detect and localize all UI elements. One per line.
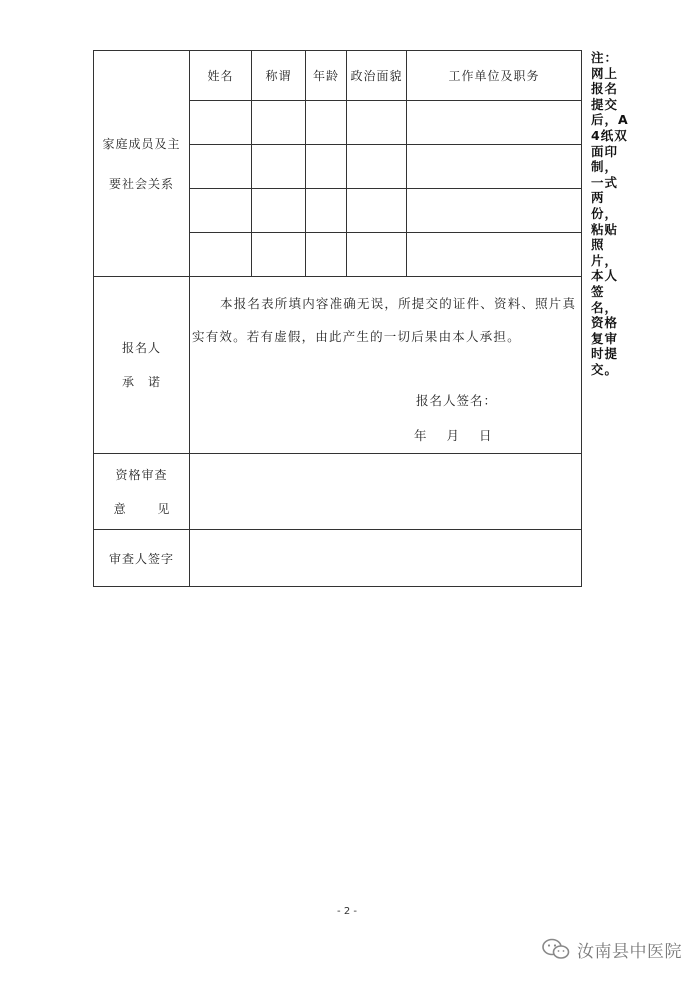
family-name-cell[interactable] (190, 145, 252, 189)
reviewer-signature-row (94, 530, 582, 587)
header-name: 姓名 (190, 51, 252, 101)
pledge-label (94, 277, 190, 454)
reviewer-signature-label: 审查人签字 (94, 530, 190, 587)
family-workplace-cell[interactable] (407, 233, 582, 277)
family-workplace-cell[interactable] (407, 101, 582, 145)
family-age-cell[interactable] (306, 233, 347, 277)
header-relation: 称谓 (252, 51, 306, 101)
review-opinion-label (94, 454, 190, 530)
registration-form-table (93, 50, 582, 587)
applicant-signature-label: 报名人签名： (416, 393, 498, 408)
family-label-line-2: 要社会关系 (108, 176, 174, 191)
family-workplace-cell[interactable] (407, 189, 582, 233)
family-age-cell[interactable] (306, 101, 347, 145)
pledge-date-label: 年 月 日 (414, 428, 493, 443)
family-relations-label (94, 51, 190, 277)
family-political-cell[interactable] (347, 101, 407, 145)
family-age-cell[interactable] (306, 145, 347, 189)
family-name-cell[interactable] (190, 189, 252, 233)
header-political-status: 政治面貌 (347, 51, 407, 101)
pledge-statement: 本报名表所填内容准确无误，所提交的证件、资料、照片真实有效。若有虚假，由此产生的一切后果由本人承担。 (192, 296, 577, 344)
pledge-row (94, 277, 582, 454)
family-political-cell[interactable] (347, 189, 407, 233)
family-relation-cell[interactable] (252, 233, 306, 277)
reviewer-signature-cell[interactable] (190, 530, 582, 587)
qualification-review-row (94, 454, 582, 530)
watermark (541, 935, 682, 963)
header-age: 年龄 (306, 51, 347, 101)
header-workplace-position: 工作单位及职务 (407, 51, 582, 101)
family-name-cell[interactable] (190, 101, 252, 145)
review-label-line-2: 意 见 (113, 501, 184, 516)
family-header-row (94, 51, 582, 101)
family-label-line-1: 家庭成员及主 (102, 136, 181, 151)
note-title: 注： (591, 50, 619, 65)
family-relation-cell[interactable] (252, 145, 306, 189)
family-name-cell[interactable] (190, 233, 252, 277)
review-label-line-1: 资格审查 (115, 467, 168, 482)
family-workplace-cell[interactable] (407, 145, 582, 189)
watermark-text: 汝南县中医院 (577, 941, 682, 962)
family-political-cell[interactable] (347, 145, 407, 189)
page-number: - 2 - (337, 906, 357, 917)
pledge-label-line-2: 承 诺 (121, 375, 161, 389)
review-opinion-cell[interactable] (190, 454, 582, 530)
note-text: 网上报名提交后，A4纸双面印制，一式两份，粘贴照片，本人签名，资格复审时提交。 (591, 65, 629, 377)
family-political-cell[interactable] (347, 233, 407, 277)
pledge-content-cell (190, 277, 582, 454)
family-relation-cell[interactable] (252, 189, 306, 233)
family-age-cell[interactable] (306, 189, 347, 233)
wechat-icon (541, 937, 571, 961)
side-note (591, 50, 629, 377)
pledge-label-line-1: 报名人 (121, 341, 161, 355)
family-relation-cell[interactable] (252, 101, 306, 145)
